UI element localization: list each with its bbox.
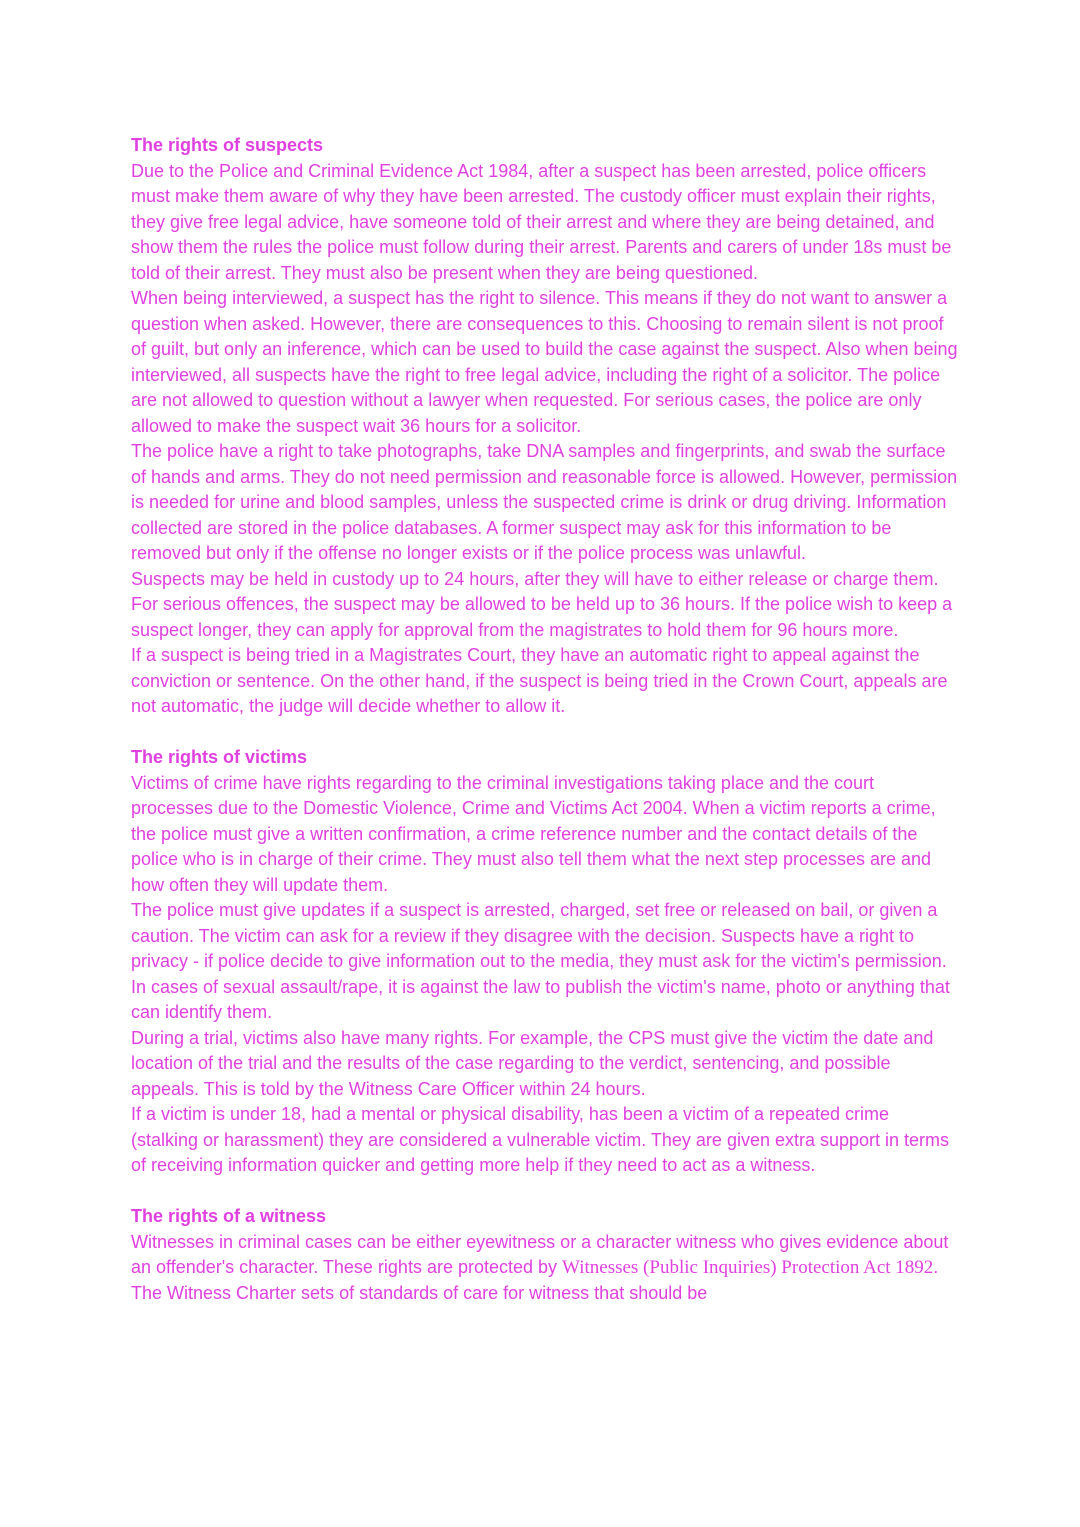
witness-text-part: Witnesses in criminal cases can be either eyewitness or a character witness who gives evidence about an offender's character. These rights are protected by [131, 1231, 949, 1277]
section-heading: The rights of suspects [131, 135, 324, 155]
paragraph: The police must give updates if a suspect is arrested, charged, set free or released on bail, or given a caution. The victim can ask for a review if they disagree with the decision. Suspects have a right to privacy - if police decide to give information out to the media, they must ask for the victim's permission. In cases of sexual assault/rape, it is against the law to publish the victim's name, photo or anything that can identify them. [131, 900, 950, 1022]
paragraph: If a suspect is being tried in a Magistrates Court, they have an automatic right to appeal against the conviction or sentence. On the other hand, if the suspect is being tried in the Crown Court, appeals are not automatic, the judge will decide whether to allow it. [131, 645, 948, 716]
paragraph: Due to the Police and Criminal Evidence Act 1984, after a suspect has been arrested, police officers must make them aware of why they have been arrested. The custody officer must explain their rights, they give free legal advice, have someone told of their arrest and where they are being detained, and show them the rules the police must follow during their arrest. Parents and carers of under 18s must be told of their arrest. They must also be present when they are being questioned. [131, 160, 952, 283]
paragraph: The police have a right to take photographs, take DNA samples and fingerprints, and swab the surface of hands and arms. They do not need permission and reasonable force is allowed. However, permission is needed for urine and blood samples, unless the suspected crime is drink or drug driving. Information collected are stored in the police databases. A former suspect may ask for this information to be removed but only if the offense no longer exists or if the police process was unlawful. [131, 441, 958, 563]
paragraph: Victims of crime have rights regarding to the criminal investigations taking place and the court processes due to the Domestic Violence, Crime and Victims Act 2004. When a victim reports a crime, the police must give a written confirmation, a crime reference number and the contact details of the police who is in charge of their crime. They must also tell them what the next step processes are and how often they will update them. [131, 772, 936, 895]
paragraph: During a trial, victims also have many rights. For example, the CPS must give the victim the date and location of the trial and the results of the case regarding to the verdict, sentencing, and possible appeals. This is told by the Witness Care Officer within 24 hours. [131, 1027, 934, 1099]
document-page [131, 133, 961, 1306]
witness-act-name: Witnesses (Public Inquiries) Protection Act 1892 [562, 1257, 934, 1278]
paragraph: If a victim is under 18, had a mental or physical disability, has been a victim of a repeated crime (stalking or harassment) they are considered a vulnerable victim. They are given extra support in terms of receiving information quicker and getting more help if they need to act as a witness. [131, 1104, 950, 1175]
paragraph: Suspects may be held in custody up to 24 hours, after they will have to either release or charge them. For serious offences, the suspect may be allowed to be held up to 36 hours. If the police wish to keep a suspect longer, they can apply for approval from the magistrates to hold them for 96 hours more. [131, 568, 953, 640]
paragraph [131, 1230, 961, 1307]
section-heading: The rights of a witness [131, 1206, 327, 1226]
section-heading: The rights of victims [131, 747, 308, 767]
paragraph: When being interviewed, a suspect has the right to silence. This means if they do not want to answer a question when asked. However, there are consequences to this. Choosing to remain silent is not proof of guilt, but only an inference, which can be used to build the case against the suspect. Also when being interviewed, all suspects have the right to free legal advice, including the right of a solicitor. The police are not allowed to question without a lawyer when requested. For serious cases, the police are only allowed to make the suspect wait 36 hours for a solicitor. [131, 288, 958, 436]
section-victims [131, 745, 961, 1179]
witness-text-part: . The Witness Charter sets of standards of care for witness that should be [131, 1257, 939, 1303]
section-suspects [131, 133, 961, 720]
section-witness [131, 1204, 961, 1306]
